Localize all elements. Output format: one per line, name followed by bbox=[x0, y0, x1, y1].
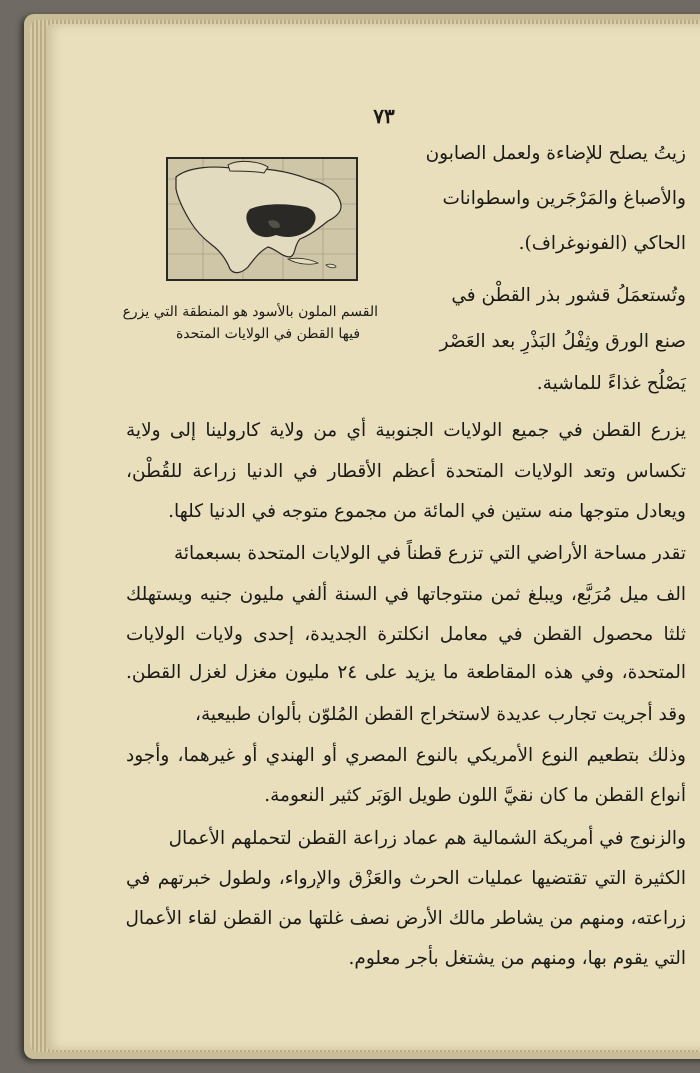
page-number: ٧٣ bbox=[373, 104, 395, 128]
book-page bbox=[46, 24, 700, 1050]
text-line: يَصْلُح غذاءً للماشية. bbox=[536, 373, 686, 394]
north-america-cotton-map bbox=[166, 157, 358, 281]
text-line: يزرع القطن في جميع الولايات الجنوبية أي من ولاية كارولينا إلى ولاية bbox=[126, 420, 686, 441]
text-line: الحاكي (الفونوغراف). bbox=[518, 233, 686, 254]
figure-caption-line-2: فيها القطن في الولايات المتحدة bbox=[175, 326, 361, 342]
text-line: التي يقوم بها، ومنهم من يشتغل بأجر معلوم. bbox=[348, 948, 686, 969]
text-line: والزنوج في أمريكة الشمالية هم عماد زراعة القطن لتحملهم الأعمال bbox=[168, 828, 686, 849]
figure-caption-line-1: القسم الملون بالأسود هو المنطقة التي يزرع bbox=[122, 304, 378, 320]
text-line: تكساس وتعد الولايات المتحدة أعظم الأقطار في الدنيا زراعة للقُطْن، bbox=[126, 461, 686, 482]
text-line: ثلثا محصول القطن في معامل انكلترة الجديدة، إحدى ولايات الولايات bbox=[126, 624, 686, 645]
text-line: صنع الورق وثِفْلُ البَذْرِ بعد العَصْر bbox=[439, 331, 686, 352]
text-line: تقدر مساحة الأراضي التي تزرع قطناً في الولايات المتحدة بسبعمائة bbox=[173, 543, 686, 564]
text-line: وتُستعمَلُ قشور بذر القطْن في bbox=[451, 285, 686, 306]
text-line: زراعته، ومنهم من يشاطر مالك الأرض نصف غلتها من القطن لقاء الأعمال bbox=[125, 908, 686, 929]
text-line: والأصباغ والمَرْجَرين واسطوانات bbox=[442, 188, 686, 209]
text-line: وذلك بتطعيم النوع الأمريكي بالنوع المصري أو الهندي أو غيرهما، وأجود bbox=[126, 745, 686, 766]
text-line: ويعادل متوجها منه ستين في المائة من مجموع متوجه في الدنيا كلها. bbox=[168, 501, 686, 522]
text-line: أنواع القطن ما كان نقيَّ اللون طويل الوَبَر كثير النعومة. bbox=[264, 785, 686, 806]
text-line: المتحدة، وفي هذه المقاطعة ما يزيد على ٢٤ مليون مغزل لغزل القطن. bbox=[126, 662, 686, 683]
text-line: زيتُ يصلح للإضاءة ولعمل الصابون bbox=[425, 143, 686, 164]
text-line: الكثيرة التي تقتضيها عمليات الحرث والعَزْق والإرواء، ولطول خبرتهم في bbox=[126, 868, 686, 889]
text-line: الف ميل مُرَبَّع، ويبلغ ثمن منتوجاتها في السنة ألفي مليون جنيه ويستهلك bbox=[126, 584, 686, 605]
map-image bbox=[168, 159, 356, 279]
text-line: وقد أجريت تجارب عديدة لاستخراج القطن المُلوّن بألوان طبيعية، bbox=[195, 704, 686, 725]
